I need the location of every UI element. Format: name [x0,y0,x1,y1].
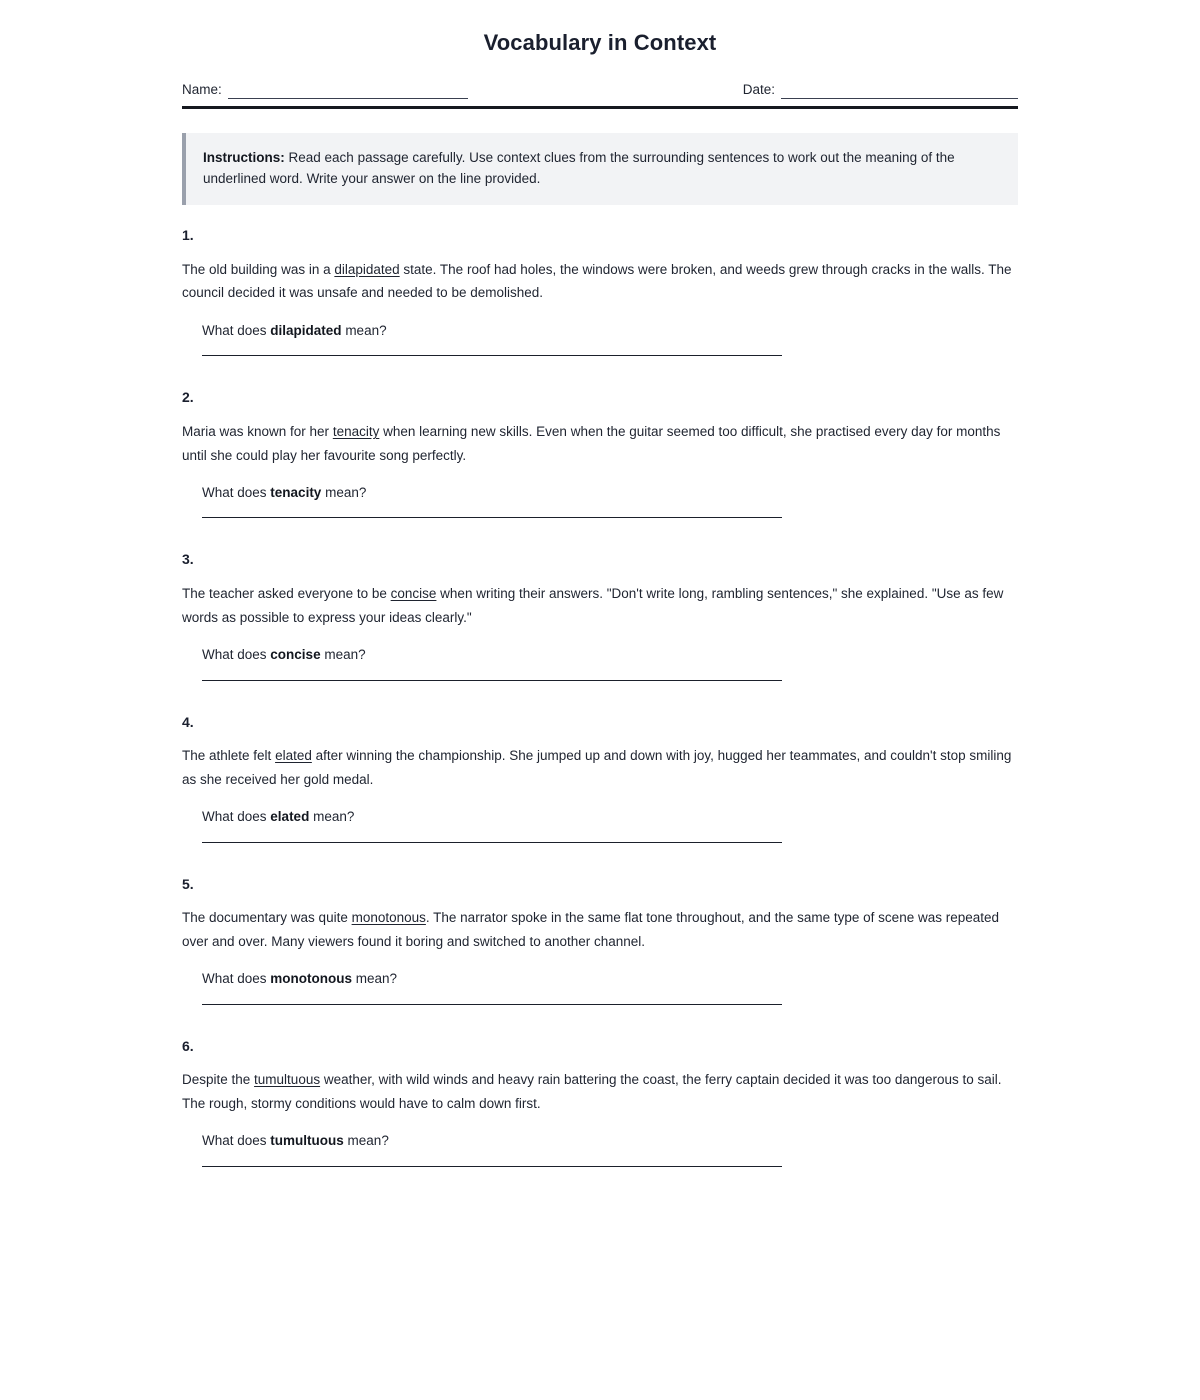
question-block [182,227,1018,356]
answer-input-line[interactable] [202,680,782,681]
name-input-line[interactable] [228,85,468,99]
underlined-target-word: concise [390,586,437,602]
passage-text-before: The athlete felt [182,748,276,764]
prompt-target-word: tumultuous [270,1133,344,1149]
passage-text-after: when writing their answers. "Don't write long, rambling sentences," she explained. "Use as few words as possible to express your ideas clearly." [182,586,1004,625]
question-prompt [202,968,1018,990]
question-number: 4. [182,713,194,730]
passage-text-after: when learning new skills. Even when the guitar seemed too difficult, she practised every day for months until she could play her favourite song perfectly. [182,424,1001,463]
student-info-row [182,82,1018,102]
underlined-target-word: elated [275,748,312,764]
question-block [182,714,1018,843]
question-prompt [202,320,1018,342]
answer-input-line[interactable] [202,842,782,843]
prompt-target-word: elated [270,809,310,825]
instructions-text: Read each passage carefully. Use context clues from the surrounding sentences to work out the meaning of the underlined word. Write your answer on the line provided. [203,149,955,187]
instructions-label: Instructions: [203,149,285,165]
question-passage [182,582,1018,629]
prompt-prefix: What does [202,646,271,662]
passage-text-after: . The narrator spoke in the same flat tone throughout, and the same type of scene was repeated over and over. Many viewers found it boring and switched to another channel. [182,910,1000,949]
date-field[interactable] [638,82,1018,98]
prompt-target-word: tenacity [270,484,322,500]
underlined-target-word: dilapidated [334,262,400,278]
answer-input-line[interactable] [202,1004,782,1005]
question-prompt [202,482,1018,504]
question-block [182,876,1018,1005]
question-number: 2. [182,389,194,406]
answer-input-line[interactable] [202,355,782,356]
prompt-prefix: What does [202,322,271,338]
date-label: Date: [742,82,775,98]
question-number: 5. [182,875,194,892]
question-number: 3. [182,551,194,568]
prompt-target-word: concise [270,646,321,662]
prompt-prefix: What does [202,1133,271,1149]
question-number: 1. [182,227,194,244]
passage-text-before: The teacher asked everyone to be [182,586,391,602]
prompt-suffix: mean? [309,809,355,825]
question-passage [182,420,1018,467]
prompt-suffix: mean? [321,484,367,500]
prompt-suffix: mean? [320,646,366,662]
passage-text-after: weather, with wild winds and heavy rain battering the coast, the ferry captain decided it was too dangerous to sail. The rough, stormy conditions would have to calm down first. [182,1072,1002,1111]
question-prompt [202,806,1018,828]
instructions-box [182,133,1018,206]
header-divider [182,106,1018,109]
question-prompt [202,1130,1018,1152]
passage-text-before: The documentary was quite [182,910,352,926]
page-title: Vocabulary in Context [483,30,717,55]
prompt-suffix: mean? [343,1133,389,1149]
date-input-line[interactable] [781,85,1018,99]
prompt-target-word: dilapidated [270,322,342,338]
name-field[interactable] [182,82,582,98]
prompt-target-word: monotonous [270,971,353,987]
passage-text-before: The old building was in a [182,262,335,278]
name-label: Name: [182,82,222,98]
question-passage [182,906,1018,953]
passage-text-before: Maria was known for her [182,424,333,440]
question-block [182,551,1018,680]
question-number: 6. [182,1037,194,1054]
passage-text-after: state. The roof had holes, the windows were broken, and weeds grew through cracks in the walls. The council decided it was unsafe and needed to be demolished. [182,262,1012,301]
prompt-prefix: What does [202,971,271,987]
question-block [182,389,1018,518]
underlined-target-word: monotonous [351,910,426,926]
question-block [182,1038,1018,1167]
worksheet-content [182,0,1018,1167]
prompt-suffix: mean? [341,322,387,338]
question-prompt [202,644,1018,666]
question-passage [182,1068,1018,1115]
passage-text-after: after winning the championship. She jumped up and down with joy, hugged her teammates, and couldn't stop smiling as she received her gold medal. [182,748,1012,787]
underlined-target-word: tumultuous [254,1072,321,1088]
questions-list [182,227,1018,1166]
underlined-target-word: tenacity [332,424,380,440]
prompt-suffix: mean? [352,971,398,987]
passage-text-before: Despite the [182,1072,255,1088]
question-passage [182,258,1018,305]
answer-input-line[interactable] [202,517,782,518]
prompt-prefix: What does [202,484,271,500]
question-passage [182,744,1018,791]
prompt-prefix: What does [202,809,271,825]
answer-input-line[interactable] [202,1166,782,1167]
